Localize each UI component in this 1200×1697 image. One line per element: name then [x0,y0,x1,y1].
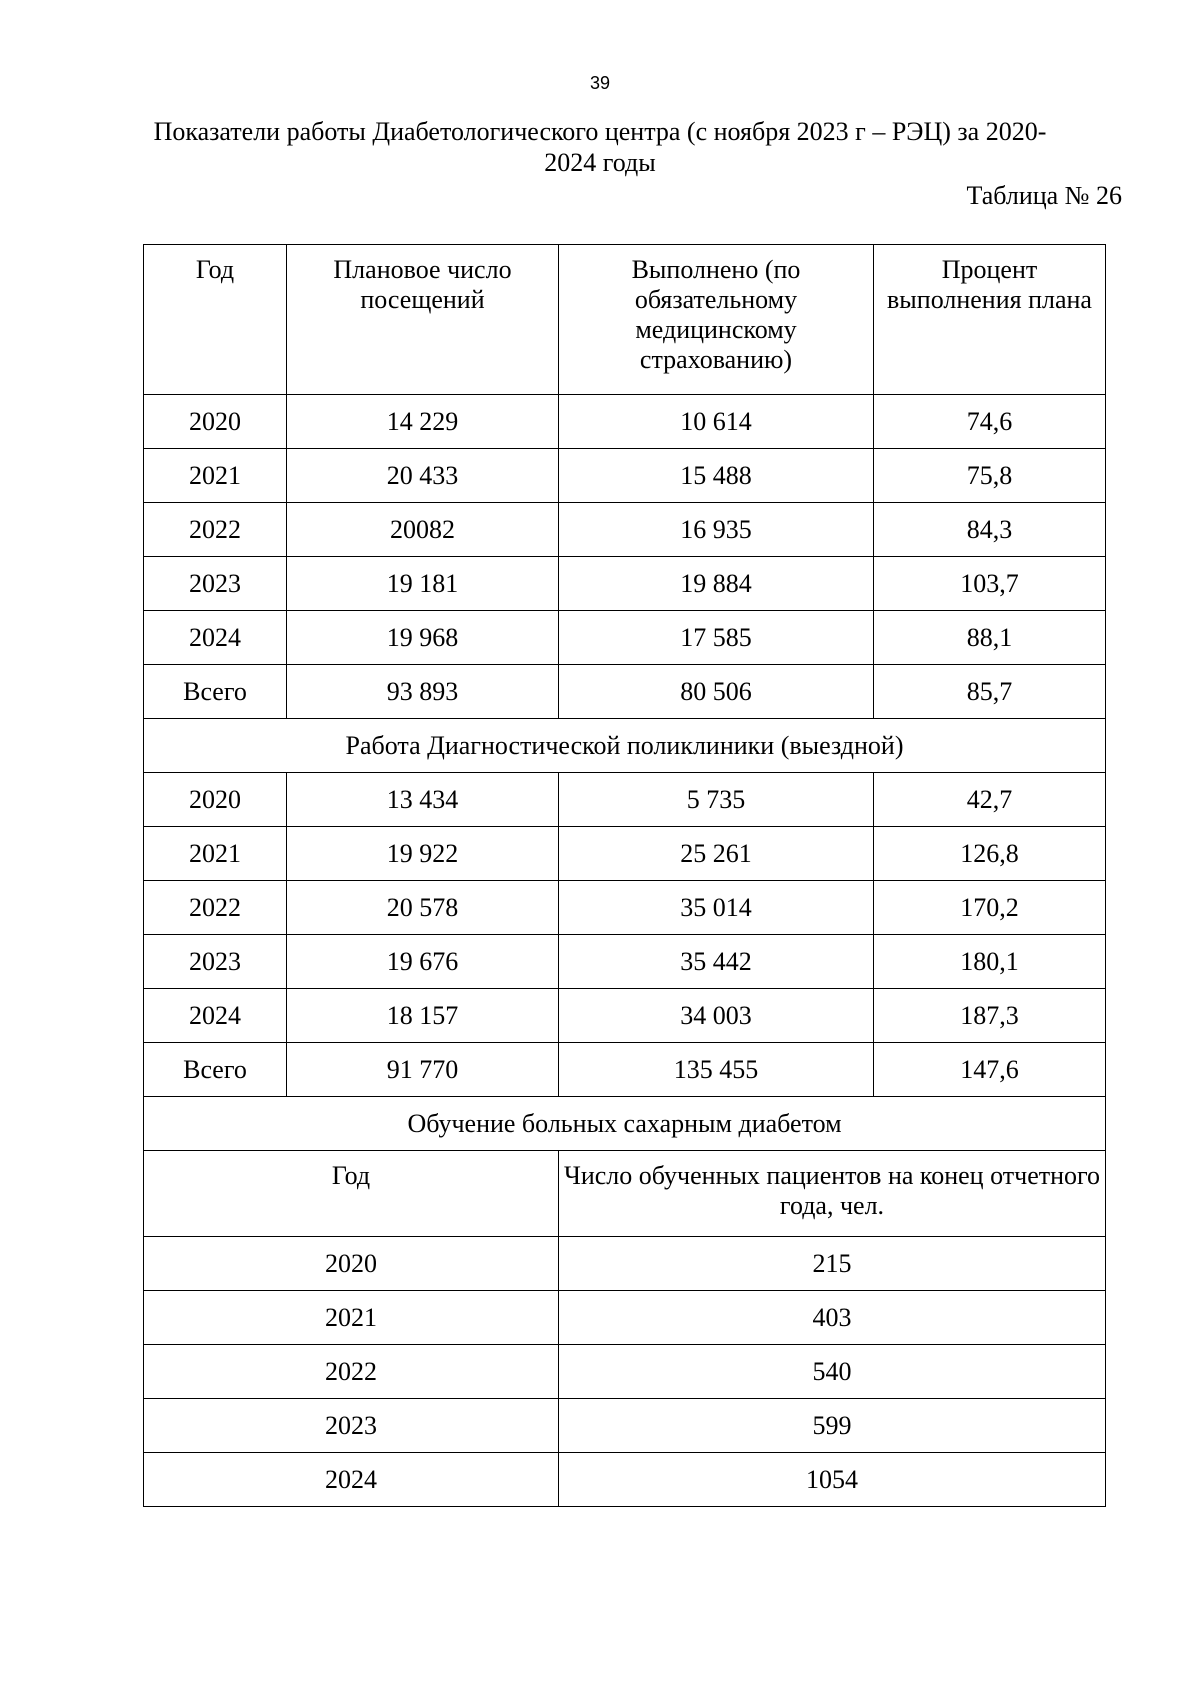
training-header-count: Число обученных пациентов на конец отчетного года, чел. [559,1151,1106,1237]
cell-completed: 25 261 [559,827,874,881]
header-planned-visits: Плановое число посещений [287,245,559,395]
cell-completed: 135 455 [559,1043,874,1097]
cell-completed: 80 506 [559,665,874,719]
cell-completed: 5 735 [559,773,874,827]
cell-percent: 42,7 [874,773,1106,827]
cell-planned: 13 434 [287,773,559,827]
header-completed-oms: Выполнено (по обязательному медицинскому страхованию) [559,245,874,395]
section-title-diabetes-training-row [144,1097,1106,1151]
cell-trained-count: 403 [559,1291,1106,1345]
cell-planned: 18 157 [287,989,559,1043]
cell-completed: 17 585 [559,611,874,665]
table-header-row [144,245,1106,395]
table-row [144,773,1106,827]
training-header-year: Год [144,1151,559,1237]
cell-year: 2022 [144,1345,559,1399]
cell-year: 2020 [144,395,287,449]
table-row [144,611,1106,665]
cell-percent: 88,1 [874,611,1106,665]
table-row [144,935,1106,989]
training-row [144,1291,1106,1345]
cell-trained-count: 599 [559,1399,1106,1453]
cell-year: 2022 [144,503,287,557]
cell-trained-count: 540 [559,1345,1106,1399]
header-completion-percent: Процент выполнения плана [874,245,1106,395]
cell-completed: 16 935 [559,503,874,557]
cell-percent: 103,7 [874,557,1106,611]
cell-percent: 170,2 [874,881,1106,935]
cell-planned: 19 968 [287,611,559,665]
training-row [144,1453,1106,1507]
cell-year: 2020 [144,1237,559,1291]
section-title-diagnostic-clinic: Работа Диагностической поликлиники (выездной) [144,719,1106,773]
cell-percent: 84,3 [874,503,1106,557]
section-title-diabetes-training: Обучение больных сахарным диабетом [144,1097,1106,1151]
table-row [144,503,1106,557]
cell-completed: 10 614 [559,395,874,449]
training-header-row [144,1151,1106,1237]
training-row [144,1399,1106,1453]
training-row [144,1237,1106,1291]
cell-year: Всего [144,1043,287,1097]
cell-year: 2023 [144,557,287,611]
cell-year: 2020 [144,773,287,827]
cell-planned: 20082 [287,503,559,557]
table-row [144,557,1106,611]
cell-planned: 14 229 [287,395,559,449]
cell-percent: 147,6 [874,1043,1106,1097]
cell-year: 2024 [144,1453,559,1507]
cell-completed: 34 003 [559,989,874,1043]
table-row [144,989,1106,1043]
cell-trained-count: 1054 [559,1453,1106,1507]
cell-completed: 19 884 [559,557,874,611]
cell-completed: 35 014 [559,881,874,935]
diabetology-center-table [143,244,1106,1507]
cell-year: 2021 [144,827,287,881]
table-row [144,827,1106,881]
cell-planned: 20 578 [287,881,559,935]
cell-planned: 93 893 [287,665,559,719]
cell-year: Всего [144,665,287,719]
cell-percent: 85,7 [874,665,1106,719]
cell-planned: 19 676 [287,935,559,989]
cell-year: 2024 [144,989,287,1043]
cell-planned: 91 770 [287,1043,559,1097]
cell-percent: 180,1 [874,935,1106,989]
cell-percent: 187,3 [874,989,1106,1043]
cell-planned: 19 922 [287,827,559,881]
cell-planned: 19 181 [287,557,559,611]
document-title: Показатели работы Диабетологического центра (с ноября 2023 г – РЭЦ) за 2020-2024 годы [153,117,1047,177]
cell-planned: 20 433 [287,449,559,503]
cell-year: 2023 [144,1399,559,1453]
table-row [144,395,1106,449]
header-year: Год [144,245,287,395]
cell-year: 2023 [144,935,287,989]
cell-year: 2021 [144,1291,559,1345]
table-row [144,665,1106,719]
section-title-diagnostic-clinic-row [144,719,1106,773]
table-label: Таблица № 26 [966,181,1122,210]
cell-year: 2022 [144,881,287,935]
cell-year: 2021 [144,449,287,503]
table-row [144,449,1106,503]
cell-completed: 15 488 [559,449,874,503]
table-row [144,1043,1106,1097]
cell-percent: 74,6 [874,395,1106,449]
cell-trained-count: 215 [559,1237,1106,1291]
cell-year: 2024 [144,611,287,665]
cell-percent: 126,8 [874,827,1106,881]
page-number: 39 [589,73,611,93]
cell-completed: 35 442 [559,935,874,989]
table-row [144,881,1106,935]
training-row [144,1345,1106,1399]
cell-percent: 75,8 [874,449,1106,503]
